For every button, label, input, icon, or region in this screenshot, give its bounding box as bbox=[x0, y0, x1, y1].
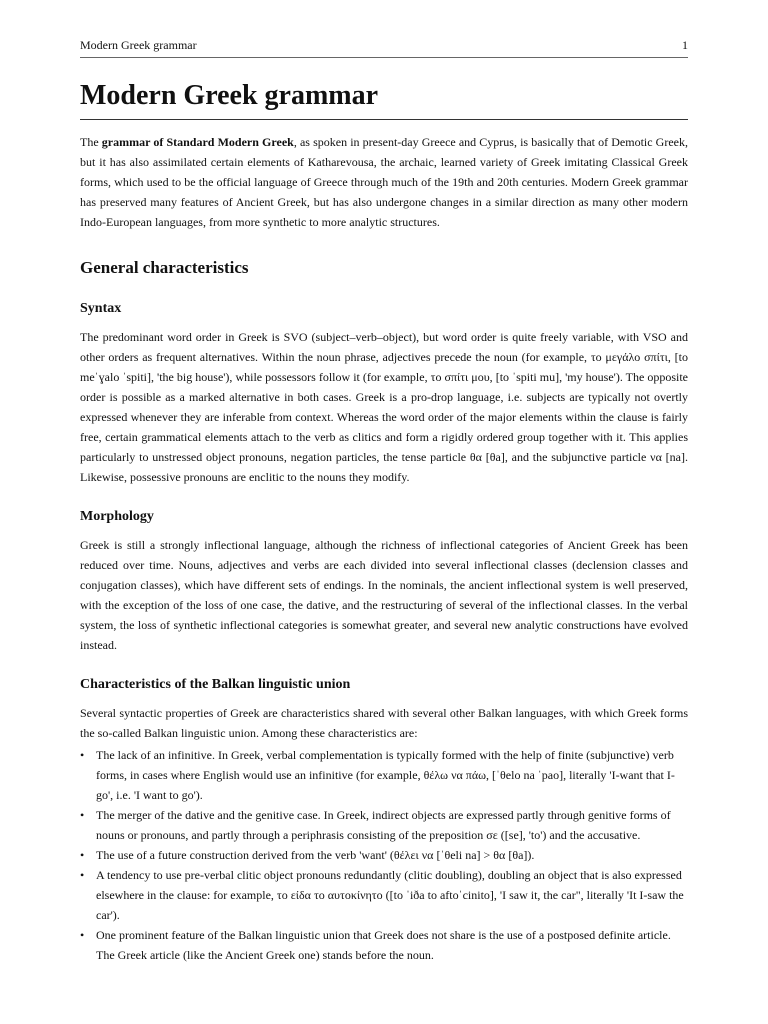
balkan-paragraph: Several syntactic properties of Greek are characteristics shared with several other Balkan languages, with which Greek forms the so-called Balkan linguistic union. Among these characteristics are: bbox=[80, 706, 688, 740]
running-header bbox=[80, 38, 688, 53]
morphology-paragraph: Greek is still a strongly inflectional language, although the richness of inflectional categories of Ancient Greek has been reduced over time. Nouns, adjectives and verbs are each divided into several inflectional classes (declension classes and conjugation classes), which have different sets of endings. In the nominals, the ancient inflectional system is well preserved, with the exception of the loss of one case, the dative, and the restructuring of several of the inflectional classes. In the verbal system, the loss of synthetic inflectional categories is somewhat greater, and several new analytic constructions have evolved instead. bbox=[80, 538, 688, 652]
list-item-text: The merger of the dative and the genitive case. In Greek, indirect objects are expressed partly through genitive forms of nouns or pronouns, and partly through a periphrasis consisting of the preposition σε ([se], 'to') and the accusative. bbox=[96, 808, 671, 842]
balkan-characteristics-list bbox=[80, 745, 688, 965]
list-item bbox=[80, 805, 688, 845]
list-item-text: One prominent feature of the Balkan linguistic union that Greek does not share is the use of a postposed definite article. The Greek article (like the Ancient Greek one) stands before the noun. bbox=[96, 928, 671, 962]
list-item-text: A tendency to use pre-verbal clitic object pronouns redundantly (clitic doubling), doubling an object that is also expressed elsewhere in the clause: for example, το είδα το αυτοκίνητο ([to ˈiða to aftoˈcinito], 'I saw it, the car", literally 'It I-saw the car'). bbox=[96, 868, 684, 922]
list-item bbox=[80, 925, 688, 965]
intro-rest: , as spoken in present-day Greece and Cyprus, is basically that of Demotic Greek, but it has also assimilated certain elements of Katharevousa, the archaic, learned variety of Greek imitating Classical Greek forms, which used to be the official language of Greece through much of the 19th and 20th centuries. Modern Greek grammar has preserved many features of Ancient Greek, but has also undergone changes in a similar direction as many other modern Indo-European languages, from more synthetic to more analytic structures. bbox=[80, 135, 688, 229]
bullet-icon: • bbox=[80, 848, 85, 862]
section-heading-general: General characteristics bbox=[80, 258, 249, 277]
list-item-text: The use of a future construction derived from the verb 'want' (θέλει να [ˈθeli na] > θα [θa]). bbox=[96, 848, 535, 862]
bullet-icon: • bbox=[80, 808, 85, 822]
list-item bbox=[80, 865, 688, 925]
intro-bold-term: grammar of Standard Modern Greek bbox=[101, 135, 294, 149]
bullet-icon: • bbox=[80, 748, 85, 762]
list-item bbox=[80, 845, 688, 865]
syntax-paragraph: The predominant word order in Greek is SVO (subject–verb–object), but word order is quite freely variable, with VSO and other orders as frequent alternatives. Within the noun phrase, adjectives precede the noun (for example, το μεγάλο σπίτι, [to meˈɣalo ˈspiti], 'the big house'), while possessors follow it (for example, το σπίτι μου, [to ˈspiti mu], 'my house'). The opposite order is possible as a marked alternative in both cases. Greek is a pro-drop language, i.e. subjects are typically not overtly expressed whenever they are inferable from context. Whereas the word order of the major elements within the clause is fairly free, certain grammatical elements attach to the verb as clitics and form a rigidly ordered group together with it. This applies particularly to unstressed object pronouns, negation particles, the tense particle θα [θa], and the subjunctive particle να [na]. Likewise, possessive pronouns are enclitic to the nouns they modify. bbox=[80, 330, 688, 484]
header-divider bbox=[80, 57, 688, 58]
subsection-heading-balkan: Characteristics of the Balkan linguistic union bbox=[80, 677, 351, 692]
bullet-icon: • bbox=[80, 868, 85, 882]
intro-paragraph bbox=[80, 132, 688, 232]
subsection-heading-syntax: Syntax bbox=[80, 301, 122, 316]
intro-lead: The bbox=[80, 135, 102, 149]
list-item-text: The lack of an infinitive. In Greek, verbal complementation is typically formed with the help of finite (subjunctive) verb forms, in cases where English would use an infinitive (for example, θέλω να πάω, [ˈθelo na ˈpao], literally 'I-want that I-go', i.e. 'I want to go'). bbox=[96, 748, 675, 802]
page-number: 1 bbox=[682, 38, 688, 52]
running-title: Modern Greek grammar bbox=[80, 38, 197, 52]
article-body bbox=[80, 79, 688, 965]
subsection-heading-morphology: Morphology bbox=[80, 509, 154, 524]
page-title: Modern Greek grammar bbox=[80, 79, 688, 120]
list-item bbox=[80, 745, 688, 805]
bullet-icon: • bbox=[80, 928, 85, 942]
